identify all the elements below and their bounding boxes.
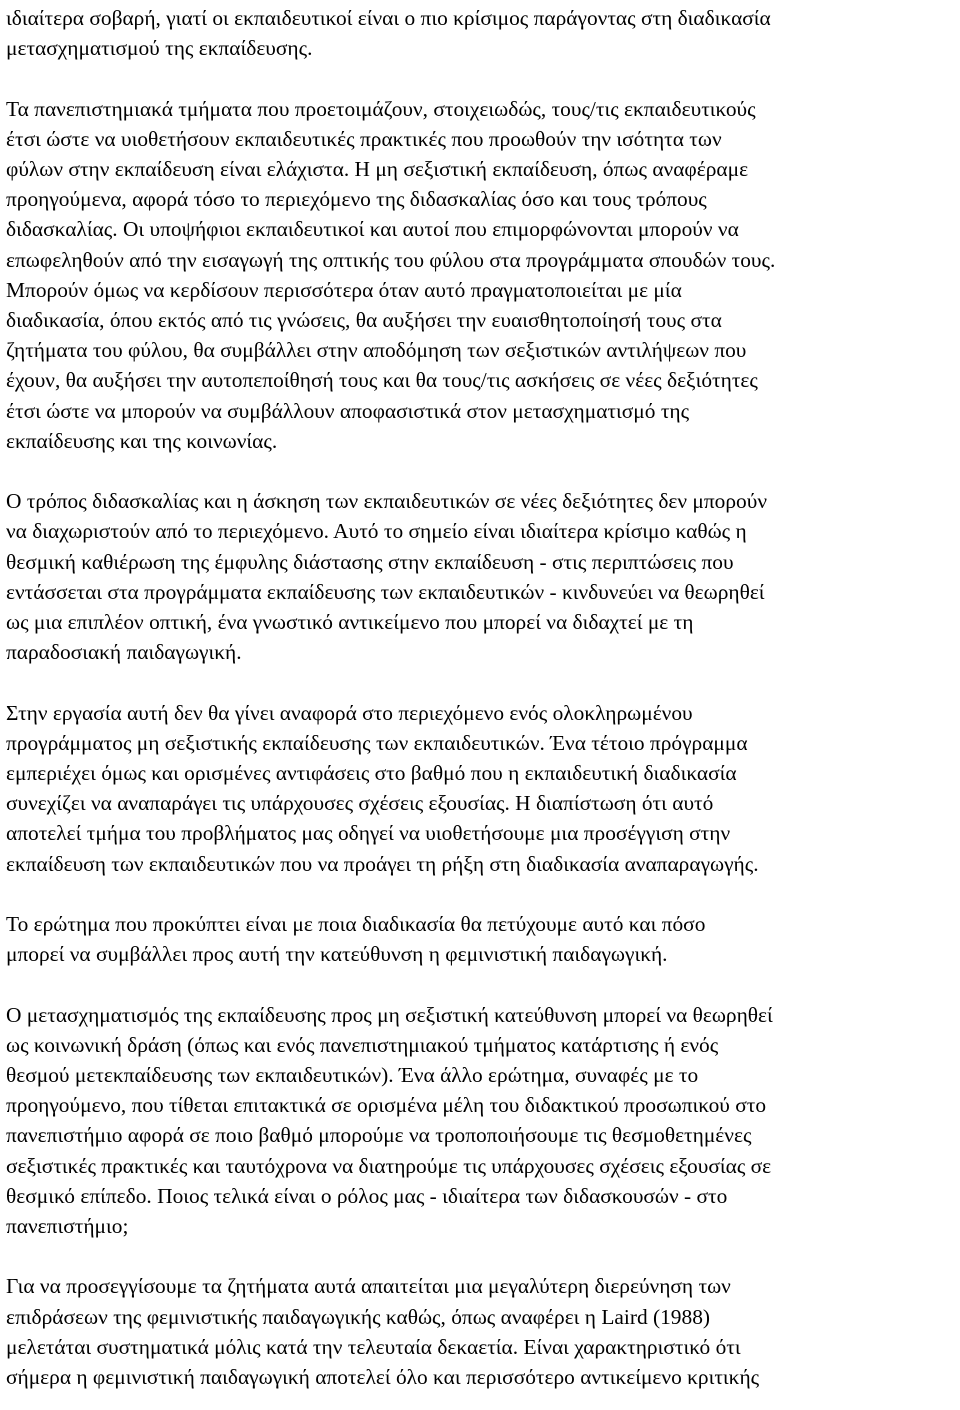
text-line: προγράμματος μη σεξιστικής εκπαίδευσης των εκπαιδευτικών. Ένα τέτοιο πρόγραμμα (6, 730, 748, 755)
text-line: ιδιαίτερα σοβαρή, γιατί οι εκπαιδευτικοί είναι ο πιο κρίσιμος παράγοντας στη διαδικασία (6, 6, 771, 30)
text-line: επωφεληθούν από την εισαγωγή της οπτικής του φύλου στα προγράμματα σπουδών τους. (6, 247, 776, 272)
text-line: πανεπιστήμιο αφορά σε ποιο βαθμό μπορούμε να τροποποιήσουμε τις θεσμοθετημένες (6, 1123, 752, 1148)
text-line: θεσμικό επίπεδο. Ποιος τελικά είναι ο ρόλος μας - ιδιαίτερα των διδασκουσών - στο (6, 1183, 728, 1208)
text-line: έτσι ώστε να υιοθετήσουν εκπαιδευτικές πρακτικές που προωθούν την ισότητα των (6, 126, 722, 151)
text-line: εμπεριέχει όμως και ορισμένες αντιφάσεις στο βαθμό που η εκπαιδευτική διαδικασία (6, 761, 737, 785)
text-line: φύλων στην εκπαίδευση είναι ελάχιστα. Η μη σεξιστική εκπαίδευση, όπως αναφέραμε (6, 157, 749, 181)
text-line: ζητήματα του φύλου, θα συμβάλλει στην αποδόμηση των σεξιστικών αντιλήψεων που (6, 338, 747, 363)
text-line: προηγούμενα, αφορά τόσο το περιεχόμενο της διδασκαλίας όσο και τους τρόπους (6, 187, 707, 212)
text-line: μπορεί να συμβάλλει προς αυτή την κατεύθυνση η φεμινιστική παιδαγωγική. (6, 942, 668, 967)
text-line: Το ερώτημα που προκύπτει είναι με ποια διαδικασία θα πετύχουμε αυτό και πόσο (6, 912, 706, 936)
text-line: αποτελεί τμήμα του προβλήματος μας οδηγεί να υιοθετήσουμε μια προσέγγιση στην (6, 821, 731, 846)
text-line: προηγούμενο, που τίθεται επιτακτικά σε ορισμένα μέλη του διδακτικού προσωπικού στο (6, 1093, 767, 1118)
text-line: θεσμική καθιέρωση της έμφυλης διάστασης στην εκπαίδευση - στις περιπτώσεις που (6, 549, 734, 574)
text-line: Στην εργασία αυτή δεν θα γίνει αναφορά στο περιεχόμενο ενός ολοκληρωμένου (6, 700, 693, 725)
text-line: Ο τρόπος διδασκαλίας και η άσκηση των εκπαιδευτικών σε νέες δεξιότητες δεν μπορούν (6, 489, 768, 514)
text-line: πανεπιστήμιο; (6, 1214, 129, 1238)
text-line: συνεχίζει να αναπαράγει τις υπάρχουσες σχέσεις εξουσίας. Η διαπίστωση ότι αυτό (6, 791, 714, 816)
text-line: Μπορούν όμως να κερδίσουν περισσότερα όταν αυτό πραγματοποιείται με μία (6, 277, 682, 302)
text-line: Για να προσεγγίσουμε τα ζητήματα αυτά απαιτείται μια μεγαλύτερη διερεύνηση των (6, 1274, 731, 1299)
text-line: Τα πανεπιστημιακά τμήματα που προετοιμάζουν, στοιχειωδώς, τους/τις εκπαιδευτικούς (6, 96, 756, 121)
text-line: εκπαίδευσης και της κοινωνίας. (6, 428, 278, 453)
text-line: μελετάται συστηματικά μόλις κατά την τελευταία δεκαετία. Είναι χαρακτηριστικό ότι (6, 1334, 741, 1359)
text-line: έχουν, θα αυξήσει την αυτοπεποίθησή τους και θα τους/τις ασκήσεις σε νέες δεξιότητες (6, 368, 758, 393)
text-line: μετασχηματισμού της εκπαίδευσης. (6, 36, 313, 61)
text-line: εντάσσεται στα προγράμματα εκπαίδευσης των εκπαιδευτικών - κινδυνεύει να θεωρηθεί (6, 579, 765, 604)
text-line: διδασκαλίας. Οι υποψήφιοι εκπαιδευτικοί και αυτοί που επιμορφώνονται μπορούν να (6, 217, 739, 242)
text-line: θεσμού μετεκπαίδευσης των εκπαιδευτικών). Ένα άλλο ερώτημα, συναφές με το (6, 1063, 699, 1087)
text-line: επιδράσεων της φεμινιστικής παιδαγωγικής καθώς, όπως αναφέρει η Laird (1988) (6, 1304, 711, 1329)
text-line: σεξιστικές πρακτικές και ταυτόχρονα να διατηρούμε τις υπάρχουσες σχέσεις εξουσίας σε (6, 1153, 772, 1178)
text-line: σήμερα η φεμινιστική παιδαγωγική αποτελεί όλο και περισσότερο αντικείμενο κριτικής (6, 1365, 760, 1389)
text-line: έτσι ώστε να μπορούν να συμβάλλουν αποφασιστικά στον μετασχηματισμό της (6, 398, 690, 423)
text-line: ως κοινωνική δράση (όπως και ενός πανεπιστημιακού τμήματος κατάρτισης ή ενός (6, 1032, 719, 1057)
text-line: ως μια επιπλέον οπτική, ένα γνωστικό αντικείμενο που μπορεί να διδαχτεί με τη (6, 610, 694, 634)
text-line: εκπαίδευση των εκπαιδευτικών που να προάγει τη ρήξη στη διαδικασία αναπαραγωγής. (6, 851, 759, 876)
text-line: να διαχωριστούν από το περιεχόμενο. Αυτό το σημείο είναι ιδιαίτερα κρίσιμο καθώς η (6, 519, 747, 544)
text-line: Ο μετασχηματισμός της εκπαίδευσης προς μη σεξιστική κατεύθυνση μπορεί να θεωρηθεί (6, 1002, 773, 1027)
text-line: διαδικασία, όπου εκτός από τις γνώσεις, θα αυξήσει την ευαισθητοποίησή τους στα (6, 308, 722, 332)
text-line: παραδοσιακή παιδαγωγική. (6, 640, 242, 665)
